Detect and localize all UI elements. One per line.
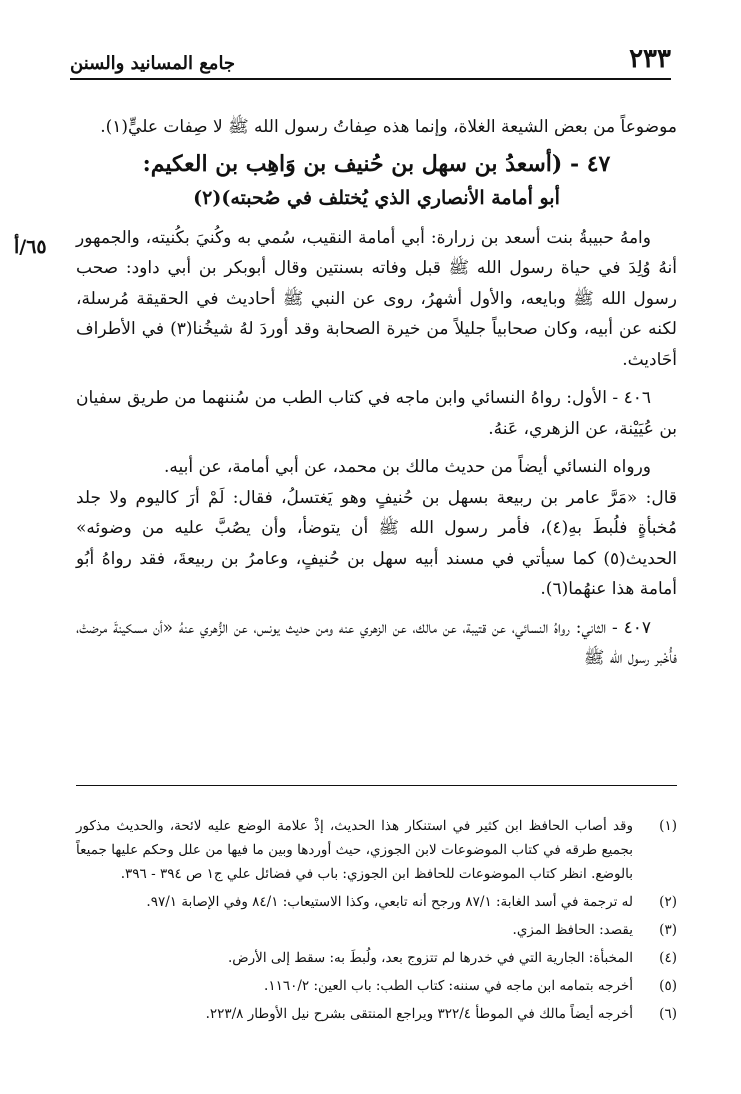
hadith-406-paragraph: ٤٠٦ - الأول: رواهُ النسائي وابن ماجه في كتاب الطب من سُننهما من طريق سفيان بن عُيَيْنة، عن الزهري، عَنهُ. [76,388,677,439]
entry-heading: ٤٧ - (أسعدُ بن سهل بن حُنيف بن وَاهِب بن العكيم: [142,150,611,177]
hadith-407-paragraph: ٤٠٧ - الثاني: رواهُ النسائي، عن قتيبة، عن مالك، عن الزهري عنه ومن حديث يونس، عن الزُّهري عنهُ «أن مسكينةَ مرضتْ، فأُخْبر رسول الله ﷺ [76,617,677,668]
footnote-text: له ترجمة في أسد الغابة: ٨٧/١ ورجح أنه تابعي، وكذا الاستيعاب: ٨٤/١ وفي الإصابة ٩٧/١. [146,894,633,910]
footnote-text: أخرجه أيضاً مالك في الموطأ ٣٢٢/٤ ويراجع المنتقى بشرح نيل الأوطار ٢٢٣/٨. [205,1006,633,1022]
footnote-number: (١) [659,818,677,834]
footnote [76,890,677,914]
hadith-406-narration: ورواه النسائي أيضاً من حديث مالك بن محمد، عن أبي أمامة، عن أبيه. [163,457,651,477]
footnote-number: (٤) [659,950,677,966]
footnotes [76,785,677,1030]
footnote-text: وقد أصاب الحافظ ابن كثير في استنكار هذا الحديث، إذْ علامة الوضع عليه لائحة، والحديث مذكور بجميع طرقه في كتاب الموضوعات لابن الجوزي، حيث أوردها وبين ما فيها من علل وحكم عليها جميعاً بالوضع. انظر كتاب الموضوعات للحافظ ابن الجوزي: باب في فضائل علي ج١ ص ٣٩٤ - ٣٩٦. [76,818,633,882]
footnote-text: أخرجه بتمامه ابن ماجه في سننه: كتاب الطب: باب العين: ١١٦٠/٢. [264,978,633,994]
footnote [76,946,677,970]
main-text [76,112,677,674]
footnote [76,814,677,886]
footnote-number: (٥) [659,978,677,994]
page-number: ٢٣٣ [629,44,671,74]
biography-paragraph: وامهُ حبيبةُ بنت أسعد بن زرارة: أبي أمامة النقيب، سُمي به وكُنيَ بكُنيته، والجمهور أنهُ وُلِدَ في حياة رسول الله ﷺ قبل وفاته بسنتين وقال أبوبكر بن أبي داود: صحب رسول الله ﷺ وبايعه، والأول أشهرُ، روى عن النبي ﷺ أحاديث في الحقيقة مُرسلة، لكنه عن أبيه، وكان صحابياً جليلاً من خيرة الصحابة وقد أوردَ لهُ شيخُنا(٣) في الأطراف أحَاديث. [76,227,677,370]
hadith-406-text: قال: «مَرَّ عامر بن ربيعة بسهل بن حُنيفٍ وهو يَغتسلُ، فقال: لَمْ أرَ كاليوم ولا جلد مُخبأةٍ فلُبطَ بهِ(٤)، فأمر رسول الله ﷺ أن يتوضأ، وأن يصُبَّ عليه من وضوئه» الحديث(٥) كما سيأتي في مسند أبيه سهل بن حُنيفٍ، وعامرُ بن ربيعةَ، فقد رواهُ أبُو أمامة هذا عنهُما(٦). [76,487,677,599]
entry-subheading: أبو أمامة الأنصاري الذي يُختلف في صُحبته)(٢) [193,186,560,209]
footnote-text: المخبأة: الجارية التي في خدرها لم تتزوج بعد، ولُبطَ به: سقط إلى الأرض. [227,950,633,966]
footnote [76,918,677,942]
footnote [76,1002,677,1026]
footnote [76,974,677,998]
footnote-number: (٣) [659,922,677,938]
footnote-number: (٦) [659,1006,677,1022]
footnote-text: يقصد: الحافظ المزي. [512,922,633,938]
margin-note: ٦٥/أ [14,236,47,258]
page-header [70,40,671,80]
intro-paragraph: موضوعاً من بعض الشيعة الغلاة، وإنما هذه صِفاتُ رسول الله ﷺ لا صِفات عليٍّ(١). [100,117,677,137]
running-title: جامع المسانيد والسنن [70,53,236,74]
footnote-number: (٢) [659,894,677,910]
